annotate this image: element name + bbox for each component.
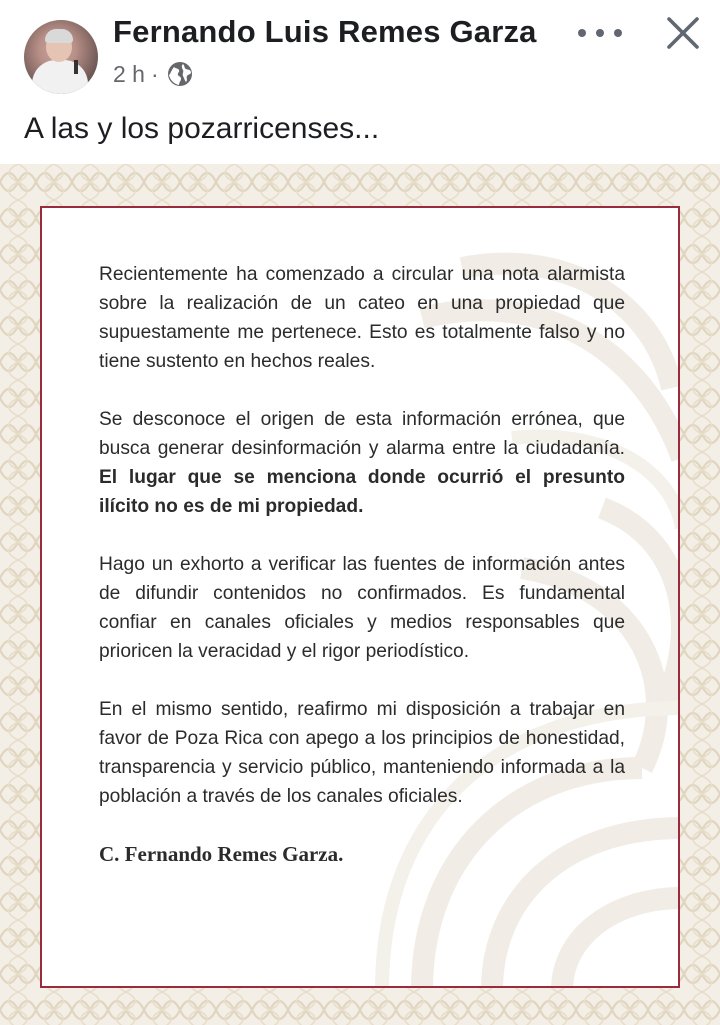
meta-separator: ·: [150, 60, 159, 87]
author-name[interactable]: Fernando Luis Remes Garza: [113, 14, 537, 49]
statement-image[interactable]: [0, 164, 720, 1025]
post-meta: [113, 60, 193, 88]
statement-frame: [40, 206, 680, 988]
timestamp[interactable]: 2 h: [113, 60, 145, 87]
statement-document: [99, 260, 625, 869]
signature: C. Fernando Remes Garza.: [99, 842, 344, 866]
post-header: [0, 0, 720, 100]
statement-paragraph-3: Hago un exhorto a verificar las fuentes de información antes de difundir contenidos no confirmados. Es fundamental confiar en canales oficiales y medios responsables que prioricen la veracidad y el rigor periodístico.: [99, 554, 625, 662]
statement-paragraph-1: Recientemente ha comenzado a circular una nota alarmista sobre la realización de un cateo en una propiedad que supuestamente me pertenece. Esto es totalmente falso y no tiene sustento en hechos reales.: [99, 264, 625, 372]
statement-paragraph-2: [99, 405, 625, 521]
statement-paragraph-2-text: Se desconoce el origen de esta información errónea, que busca generar desinformación y alarma entre la ciudadanía.: [99, 409, 625, 459]
post-text: A las y los pozarricenses...: [24, 112, 380, 145]
close-icon[interactable]: [664, 14, 702, 52]
globe-icon: [167, 61, 193, 87]
statement-paragraph-2-bold: El lugar que se menciona donde ocurrió el presunto ilícito no es de mi propiedad.: [99, 467, 625, 517]
more-options-icon[interactable]: [578, 18, 622, 48]
statement-paragraph-4: En el mismo sentido, reafirmo mi disposición a trabajar en favor de Poza Rica con apego a los principios de honestidad, transparencia y servicio público, manteniendo informada a la población a través de los canales oficiales.: [99, 699, 625, 807]
avatar[interactable]: [24, 20, 98, 94]
